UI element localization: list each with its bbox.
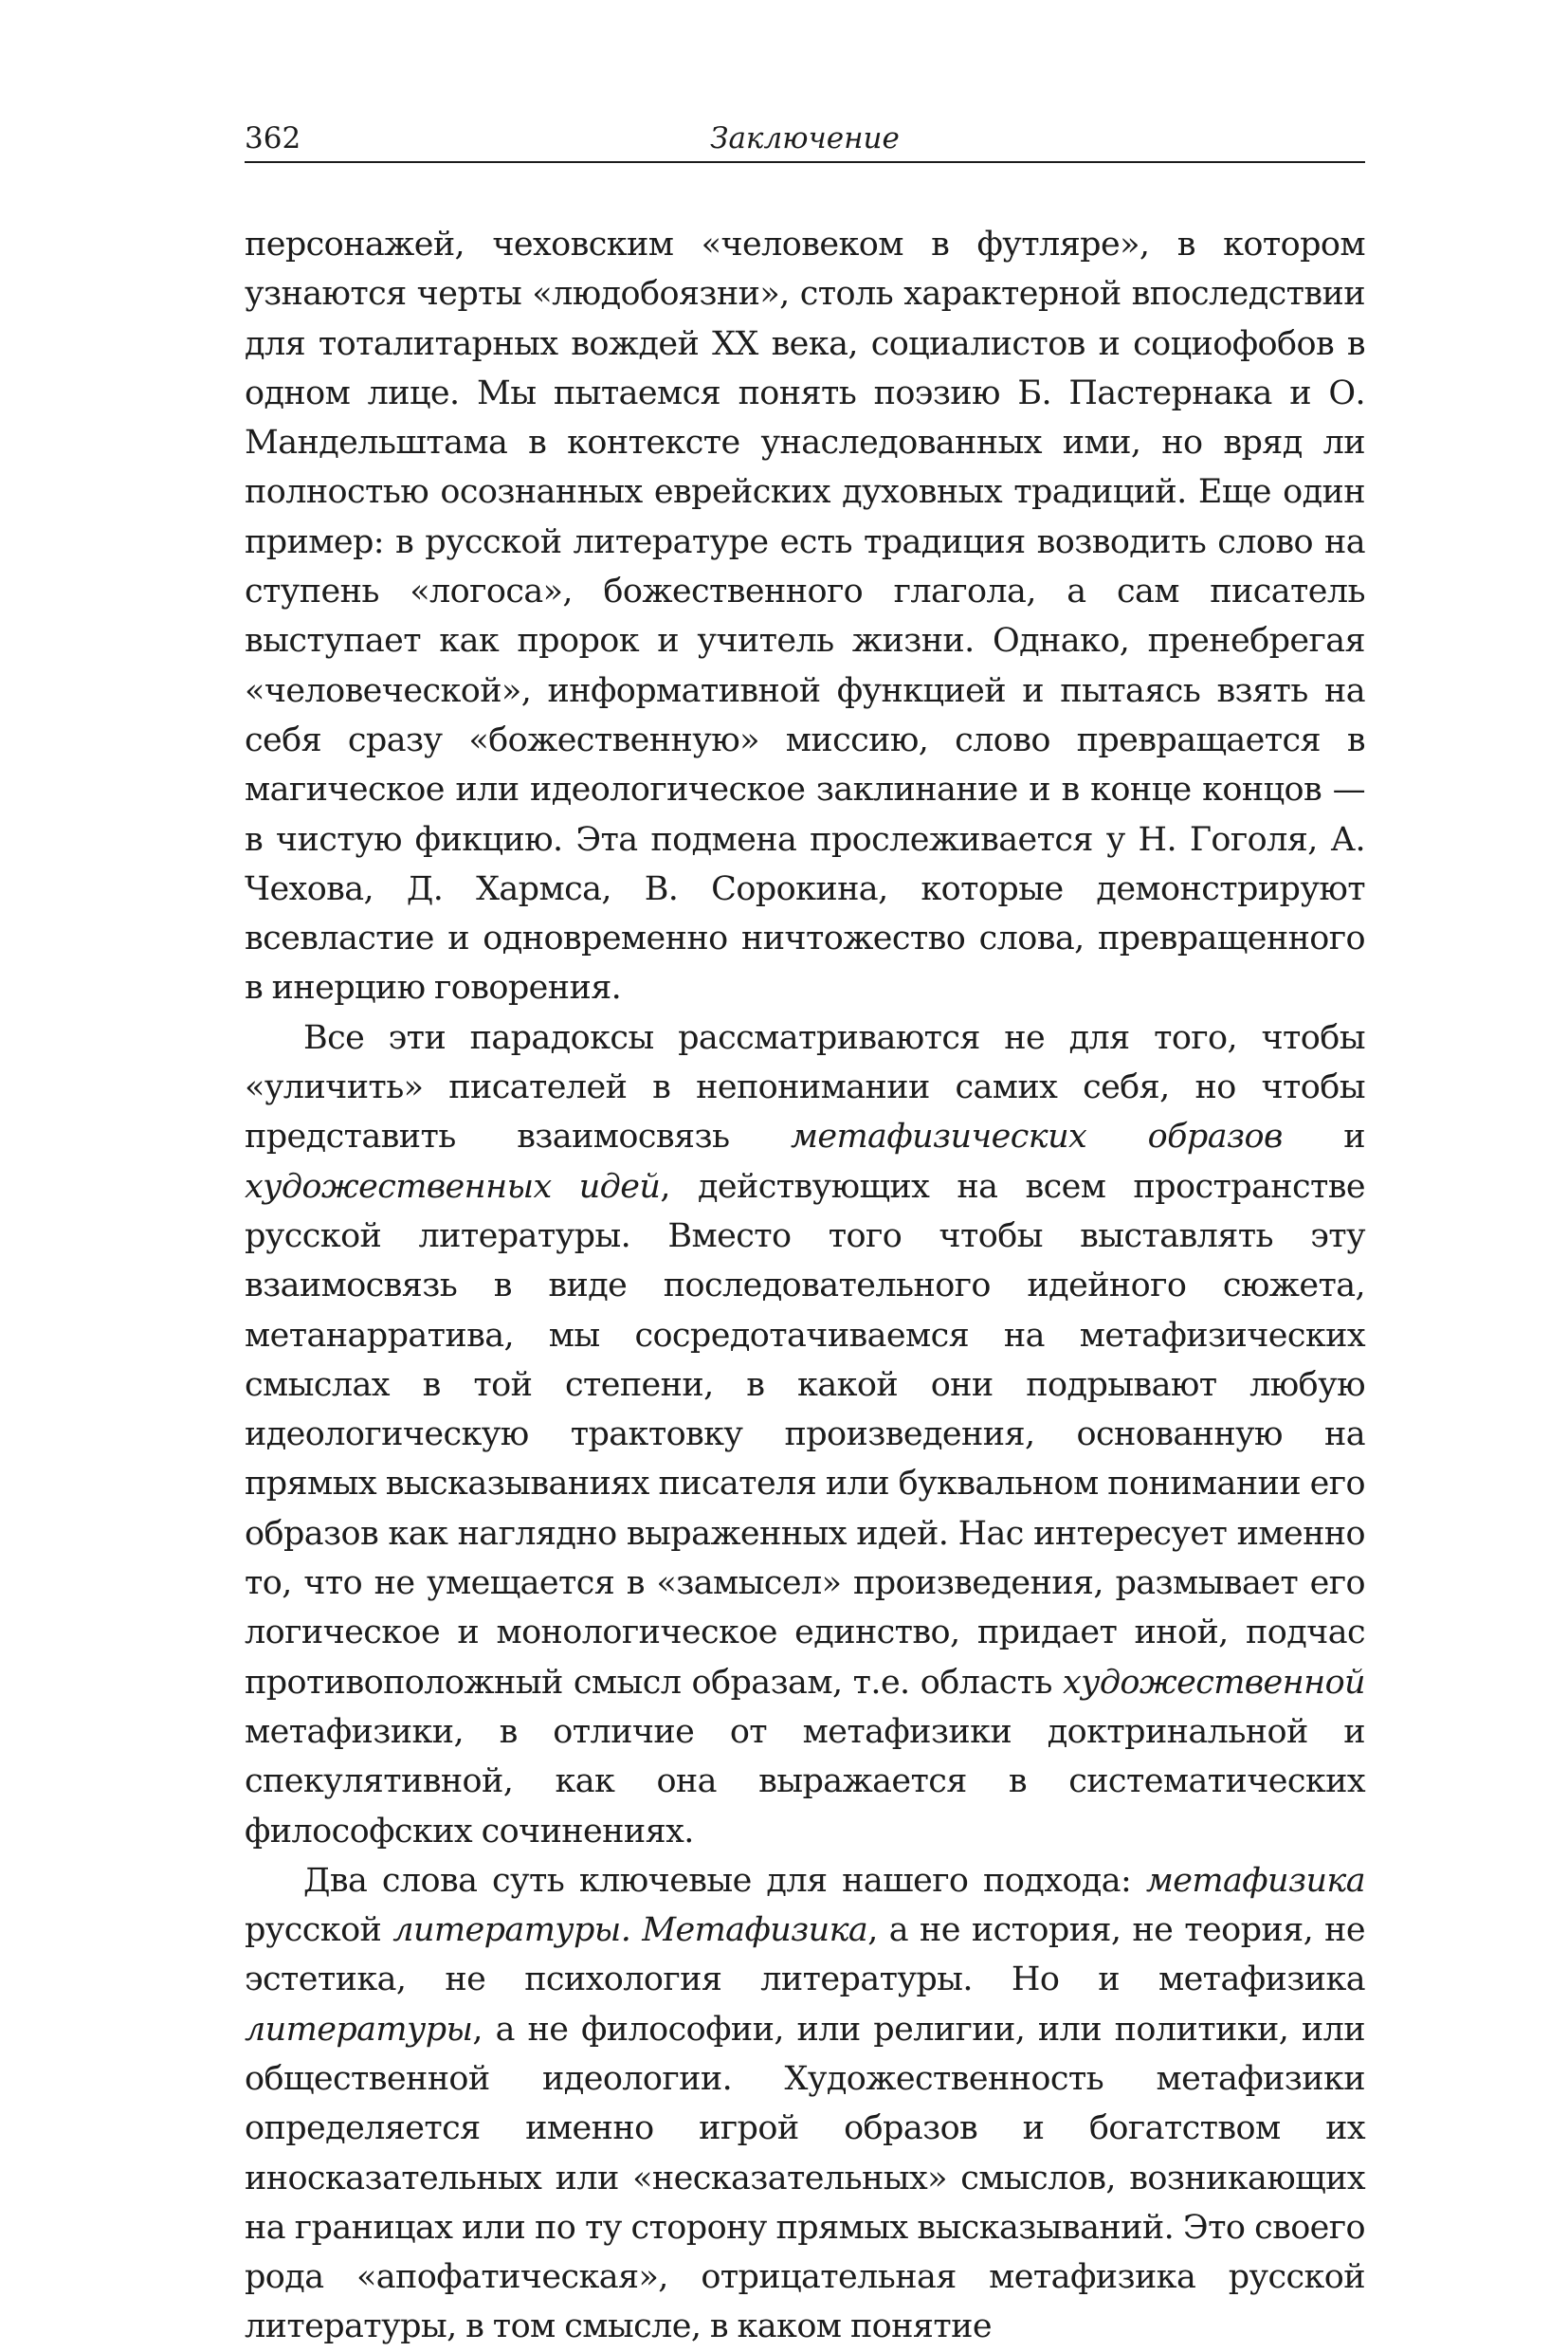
paragraph-1 — [245, 220, 1365, 1013]
paragraph-3 — [245, 1856, 1365, 2352]
body-text — [245, 220, 1365, 2352]
section-title: Заключение — [710, 121, 900, 155]
text-segment: , а не философии, или религии, или политики, или общественной идеологии. Художественность метафизики определяется именно игрой образов и богатством их иносказательных или «несказательных» смыслов, возникающих на границах или по ту сторону прямых высказываний. Это своего рода «апофатическая», отрицательная метафизика русской литературы, в том смысле, в каком понятие — [245, 2010, 1365, 2346]
text-segment: Все эти парадоксы рассматриваются не для того, чтобы «уличить» писателей в непонимании самих себя, но чтобы представить взаимосвязь — [245, 1018, 1365, 1157]
text-segment: и — [1282, 1118, 1365, 1157]
text-segment: русской — [245, 1911, 393, 1950]
text-segment: персонажей, чеховским «человеком в футляре», в котором узнаются черты «людобоязни», столь характерной впоследствии для тоталитарных вождей XX века, социалистов и социофобов в одном лице. Мы пытаемся понять поэзию Б. Пастернака и О. Мандельштама в контексте унаследованных ими, но вряд ли полностью осознанных еврейских духовных традиций. Еще один пример: в русской литературе есть традиция возводить слово на ступень «логоса», божественного глагола, а сам писатель выступает как пророк и учитель жизни. Однако, пренебрегая «человеческой», информативной функцией и пытаясь взять на себя сразу «божественную» миссию, слово превращается в магическое или идеологическое заклинание и в конце концов — в чистую фикцию. Эта подмена прослеживается у Н. Гоголя, А. Чехова, Д. Хармса, В. Сорокина, которые демонстрируют всевластие и одновременно ничтожество слова, превращенного в инерцию говорения. — [245, 226, 1365, 1008]
text-segment: Два слова суть ключевые для нашего подхода: — [303, 1861, 1146, 1900]
italic-segment: художественных идей — [245, 1167, 661, 1206]
italic-segment: литературы — [245, 2010, 473, 2049]
italic-segment: метафизических образов — [790, 1118, 1283, 1157]
paragraph-2 — [245, 1013, 1365, 1856]
running-header — [245, 112, 1365, 163]
document-page — [245, 112, 1365, 2352]
italic-segment: художественной — [1063, 1663, 1365, 1702]
text-segment: , а не история, не теория, не эстетика, не психология литературы. Но и метафизика — [245, 1911, 1365, 1999]
text-segment: метафизики, в отличие от метафизики доктринальной и спекулятивной, как она выражается в систематических философских сочинениях. — [245, 1712, 1365, 1851]
page-number: 362 — [245, 121, 301, 155]
text-segment: , действующих на всем пространстве русской литературы. Вместо того чтобы выставлять эту взаимосвязь в виде последовательного идейного сюжета, метанарратива, мы сосредотачиваемся на метафизических смыслах в той степени, в какой они подрывают любую идеологическую трактовку произведения, основанную на прямых высказываниях писателя или буквальном понимании его образов как наглядно выраженных идей. Нас интересует именно то, что не умещается в «замысел» произведения, размывает его логическое и монологическое единство, придает иной, подчас противоположный смысл образам, т.е. область — [245, 1167, 1365, 1702]
italic-segment: метафизика — [1145, 1861, 1365, 1900]
italic-segment: литературы. Метафизика — [392, 1911, 868, 1950]
